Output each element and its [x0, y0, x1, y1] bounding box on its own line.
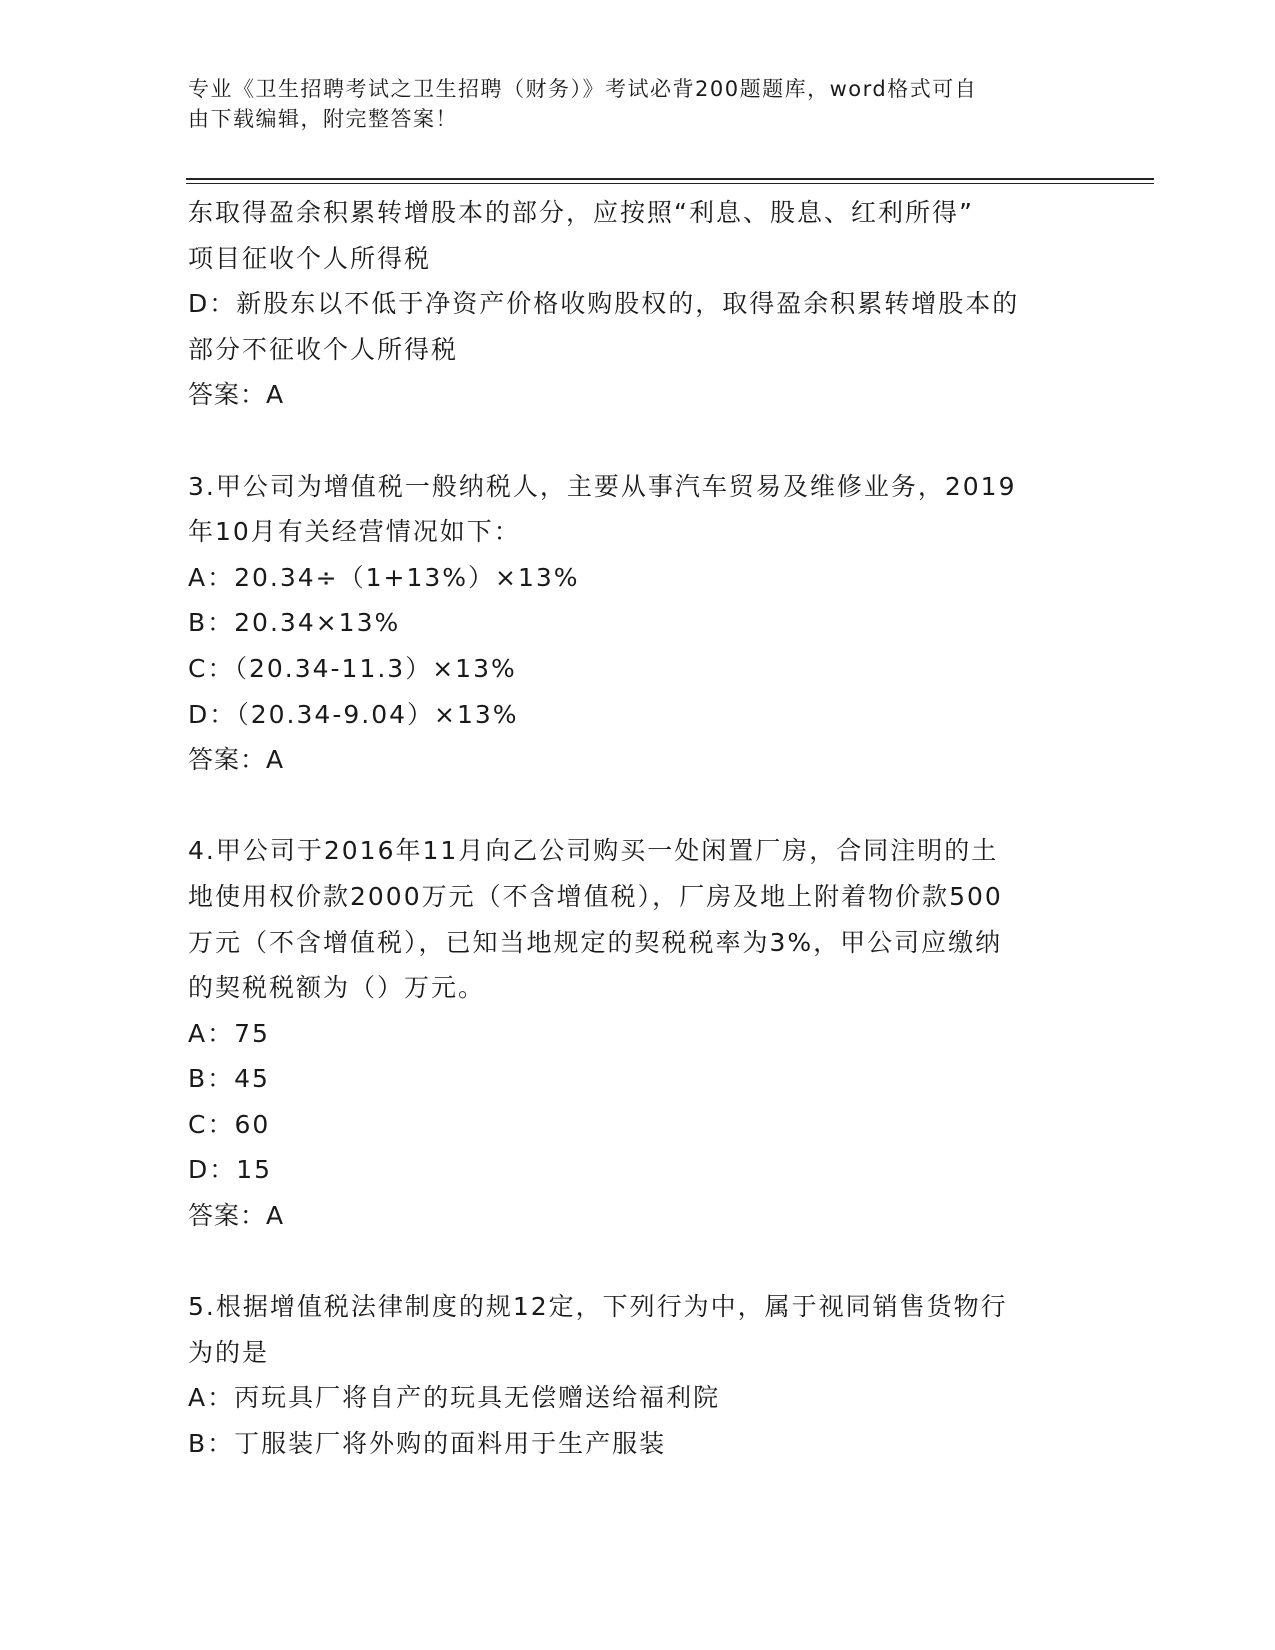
option-c: C：60 — [188, 1109, 271, 1139]
option-a: A：75 — [188, 1018, 270, 1048]
option-d-continued: 部分不征收个人所得税 — [188, 334, 459, 364]
spacer — [188, 1239, 1078, 1285]
question-stem-line: 为的是 — [188, 1337, 270, 1367]
question-stem-line: 年10月有关经营情况如下： — [188, 517, 521, 547]
option-b: B：45 — [188, 1064, 270, 1094]
continued-question — [188, 190, 1078, 418]
question-stem-line: 4.甲公司于2016年11月向乙公司购买一处闲置厂房，合同注明的土 — [188, 836, 999, 866]
question-stem-line: 5.根据增值税法律制度的规12定，下列行为中，属于视同销售货物行 — [188, 1292, 1008, 1322]
document-body — [188, 190, 1078, 1467]
header-line-1: 专业《卫生招聘考试之卫生招聘（财务）》考试必背200题题库，word格式可自 — [188, 77, 978, 101]
question-5 — [188, 1284, 1078, 1466]
question-stem-line: 3.甲公司为增值税一般纳税人，主要从事汽车贸易及维修业务，2019 — [188, 471, 1017, 501]
option-a: A：丙玩具厂将自产的玩具无偿赠送给福利院 — [188, 1383, 721, 1413]
question-4 — [188, 828, 1078, 1238]
question-stem-line: 地使用权价款2000万元（不含增值税），厂房及地上附着物价款500 — [188, 881, 1003, 911]
option-d: D：15 — [188, 1155, 273, 1185]
header-divider-thin — [186, 183, 1154, 184]
option-b: B：20.34×13% — [188, 608, 401, 638]
answer-line: 答案：A — [188, 745, 285, 775]
header-divider-thick — [186, 178, 1154, 180]
question-stem-line: 万元（不含增值税），已知当地规定的契税税率为3%，甲公司应缴纳 — [188, 927, 1003, 957]
option-a: A：20.34÷（1+13%）×13% — [188, 562, 580, 592]
option-d: D：新股东以不低于净资产价格收购股权的，取得盈余积累转增股本的 — [188, 289, 1020, 319]
answer-line: 答案：A — [188, 380, 285, 410]
option-d: D：（20.34-9.04）×13% — [188, 699, 519, 729]
question-text-line: 项目征收个人所得税 — [188, 243, 432, 273]
answer-line: 答案：A — [188, 1201, 285, 1231]
option-b: B：丁服装厂将外购的面料用于生产服装 — [188, 1429, 667, 1459]
question-text-line: 东取得盈余积累转增股本的部分，应按照“利息、股息、红利所得” — [188, 198, 974, 227]
question-stem-line: 的契税税额为（）万元。 — [188, 973, 486, 1003]
header-line-2: 由下载编辑，附完整答案！ — [188, 107, 458, 131]
spacer — [188, 783, 1078, 829]
spacer — [188, 418, 1078, 464]
document-header — [188, 74, 1068, 134]
question-3 — [188, 464, 1078, 783]
option-c: C：（20.34-11.3）×13% — [188, 653, 517, 683]
